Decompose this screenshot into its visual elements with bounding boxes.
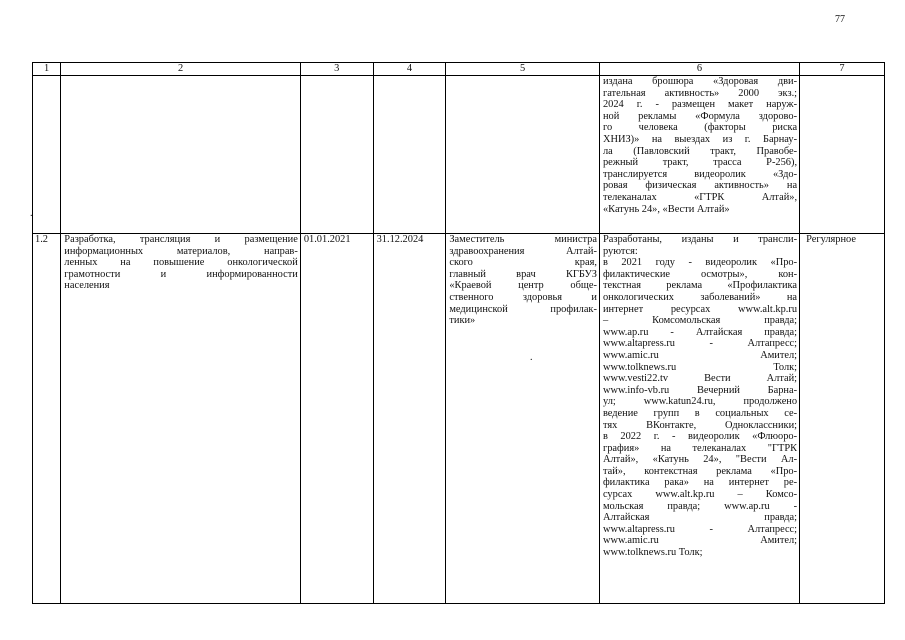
result-line: www.altapress.ru - Алтапресс; bbox=[602, 338, 798, 350]
result-line: «Катунь 24», «Вести Алтай» bbox=[602, 203, 730, 215]
result-line: филактические осмотры», кон- bbox=[602, 268, 798, 280]
cell-empty bbox=[300, 76, 373, 234]
table-row-1-2 bbox=[33, 234, 885, 604]
cell-empty bbox=[61, 76, 301, 234]
header-col-1: 1 bbox=[33, 63, 61, 76]
plan-table bbox=[32, 62, 885, 604]
result-line: ной рекламы «Формула здорово- bbox=[602, 110, 798, 122]
result-line: www.amic.ru Амител; bbox=[602, 535, 798, 547]
row-number: 1.2 bbox=[33, 234, 61, 604]
executor-line: тики» bbox=[449, 315, 476, 327]
result-line: режный тракт, трасса Р-256), bbox=[602, 157, 798, 169]
title-line: Разработка, трансляция и размещение bbox=[64, 234, 298, 245]
cell-empty bbox=[33, 76, 61, 234]
executor-line: здравоохранения Алтай- bbox=[449, 245, 597, 257]
result-line: Алтай», «Катунь 24», "Вести Ал- bbox=[602, 454, 798, 466]
header-col-7: 7 bbox=[800, 63, 885, 76]
executor-line: Заместитель министра bbox=[449, 234, 597, 245]
title-line: информационных материалов, направ- bbox=[64, 245, 298, 257]
header-col-6: 6 bbox=[599, 63, 799, 76]
executor-line: «Краевой центр обще- bbox=[449, 280, 597, 292]
cell-empty bbox=[800, 76, 885, 234]
continued-results-cell bbox=[599, 76, 799, 234]
result-line: ла (Павловский тракт, Правобе- bbox=[602, 145, 798, 157]
result-line: интернет ресурсах www.alt.kp.ru bbox=[602, 303, 798, 315]
result-line: 2024 г. - размещен макет наруж- bbox=[602, 99, 798, 111]
result-line: руются: bbox=[602, 245, 638, 257]
result-line: www.tolknews.ru Толк; bbox=[602, 547, 703, 559]
title-line: грамотности и информированности bbox=[64, 268, 298, 280]
result-line: ХНИЗ)» на выездах из г. Барнау- bbox=[602, 133, 798, 145]
executor-cell bbox=[446, 234, 600, 604]
header-col-4: 4 bbox=[373, 63, 446, 76]
header-col-2: 2 bbox=[61, 63, 301, 76]
activity-title-cell bbox=[61, 234, 301, 604]
cell-empty bbox=[446, 76, 600, 234]
executor-line: медицинской профилак- bbox=[449, 303, 597, 315]
result-line: текстная реклама «Профилактика bbox=[602, 280, 798, 292]
result-line: ул; www.katun24.ru, продолжено bbox=[602, 396, 798, 408]
result-line: графия» на телеканалах "ГТРК bbox=[602, 442, 798, 454]
header-col-5: 5 bbox=[446, 63, 600, 76]
result-line: телеканалах «ГТРК Алтай», bbox=[602, 191, 798, 203]
result-line: мольская правда; www.ap.ru - bbox=[602, 500, 798, 512]
result-line: го человека (факторы риска bbox=[602, 122, 798, 134]
page-number: 77 bbox=[835, 14, 845, 25]
result-line: гательная активность» 2000 экз.; bbox=[602, 87, 798, 99]
header-col-3: 3 bbox=[300, 63, 373, 76]
result-line: сурсах www.alt.kp.ru – Комсо- bbox=[602, 489, 798, 501]
title-line: населения bbox=[64, 280, 110, 292]
end-date: 31.12.2024 bbox=[373, 234, 446, 604]
title-line: ленных на повышение онкологической bbox=[64, 257, 298, 269]
result-line: Алтайская правда; bbox=[602, 512, 798, 524]
executor-line: ского края, bbox=[449, 257, 597, 269]
executor-line: главный врач КГБУЗ bbox=[449, 268, 597, 280]
result-line: онкологических заболеваний» на bbox=[602, 291, 798, 303]
result-line: – Комсомольская правда; bbox=[602, 315, 798, 327]
cell-empty bbox=[373, 76, 446, 234]
result-line: тях ВКонтакте, Одноклассники; bbox=[602, 419, 798, 431]
result-line: тай», контекстная реклама «Про- bbox=[602, 465, 798, 477]
result-line: ровая физическая активность» на bbox=[602, 180, 798, 192]
start-date: 01.01.2021 bbox=[300, 234, 373, 604]
result-line: ведение групп в социальных се- bbox=[602, 407, 798, 419]
result-line: www.altapress.ru - Алтапресс; bbox=[602, 523, 798, 535]
result-line: издана брошюра «Здоровая дви- bbox=[602, 76, 798, 87]
periodicity: Регулярное bbox=[800, 234, 885, 604]
result-line: www.vesti22.tv Вести Алтай; bbox=[602, 373, 798, 385]
result-line: Разработаны, изданы и трансли- bbox=[602, 234, 798, 245]
result-line: в 2022 г. - видеоролик «Флюоро- bbox=[602, 431, 798, 443]
result-line: www.info-vb.ru Вечерний Барна- bbox=[602, 384, 798, 396]
table-row-continued bbox=[33, 76, 885, 234]
header-row bbox=[33, 63, 885, 76]
stray-mark: . bbox=[30, 208, 33, 219]
result-line: транслируется видеоролик «Здо- bbox=[602, 168, 798, 180]
result-line: филактика рака» на интернет ре- bbox=[602, 477, 798, 489]
stray-mark: . bbox=[530, 352, 533, 363]
executor-line: ственного здоровья и bbox=[449, 291, 597, 303]
results-cell bbox=[599, 234, 799, 604]
result-line: www.ap.ru - Алтайская правда; bbox=[602, 326, 798, 338]
result-line: в 2021 году - видеоролик «Про- bbox=[602, 257, 798, 269]
result-line: www.amic.ru Амител; bbox=[602, 349, 798, 361]
result-line: www.tolknews.ru Толк; bbox=[602, 361, 798, 373]
